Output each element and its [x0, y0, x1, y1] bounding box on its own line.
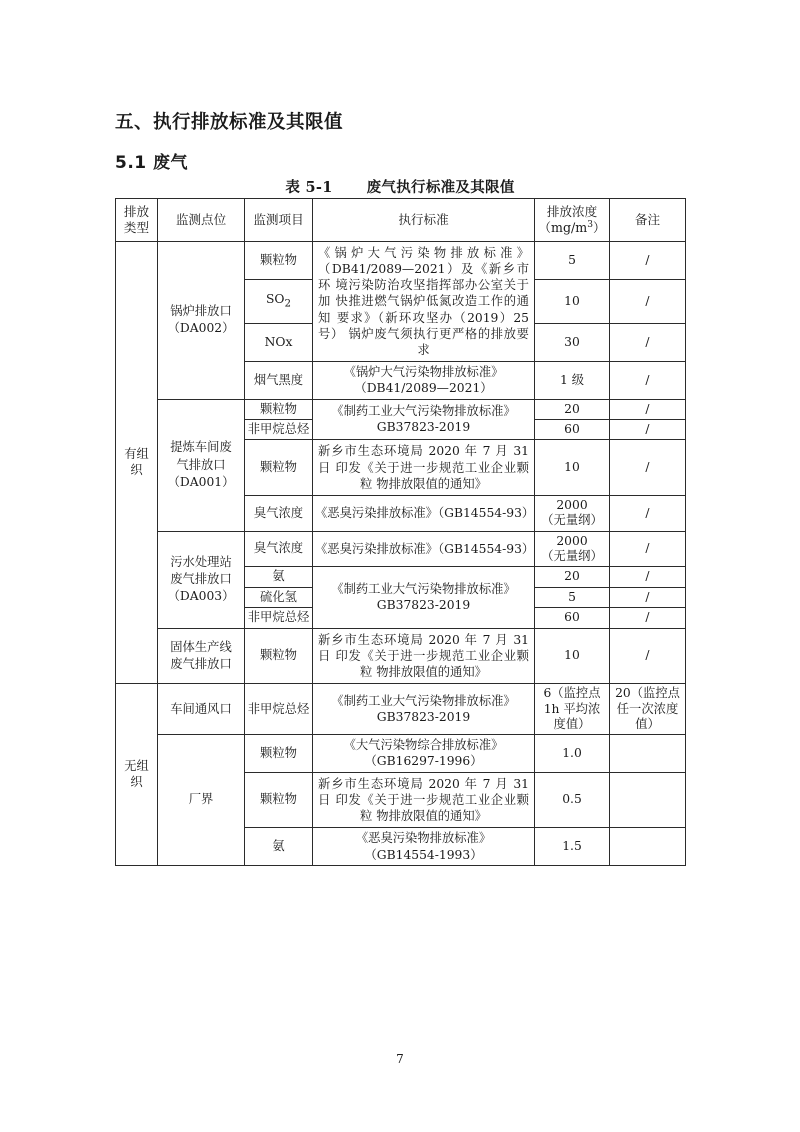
- cell-concentration: 5: [535, 241, 610, 279]
- table-header-row: [116, 199, 686, 242]
- cell-standard: [313, 684, 535, 735]
- type-line1: 无组: [124, 758, 149, 773]
- cell-remark: /: [610, 496, 686, 532]
- standard-line: 境污染防治攻坚指挥部办公室关于加: [318, 278, 529, 309]
- remark-line3: 值）: [635, 716, 660, 731]
- type-line2: 织: [130, 775, 143, 790]
- cell-monitor-item: 颗粒物: [245, 628, 313, 684]
- table-caption-title: 废气执行标准及其限值: [366, 179, 515, 196]
- cell-standard: [313, 772, 535, 828]
- header-monitor-item: 监测项目: [245, 199, 313, 242]
- cell-remark: /: [610, 587, 686, 607]
- cell-standard: 《恶臭污染排放标准》（GB14554-93）: [313, 496, 535, 532]
- table-row: [116, 399, 686, 419]
- value-line1: 6（监控点: [543, 686, 601, 701]
- cell-concentration: [535, 684, 610, 735]
- cell-standard: [313, 628, 535, 684]
- cell-standard: [313, 440, 535, 496]
- value-line2: 1h 平均浓: [543, 701, 601, 716]
- cell-monitor-item: NOx: [245, 323, 313, 361]
- cell-concentration: 5: [535, 587, 610, 607]
- point-line1: 污水处理站: [170, 554, 232, 569]
- standard-line: （GB16297-1996）: [364, 754, 483, 769]
- standard-line: （GB14554-1993）: [364, 847, 483, 862]
- page-number: 7: [396, 1052, 404, 1066]
- cell-remark: /: [610, 531, 686, 567]
- cell-concentration: 10: [535, 280, 610, 324]
- cell-remark: /: [610, 399, 686, 419]
- item-subscript: 2: [284, 297, 292, 310]
- point-line2: 气排放口: [176, 457, 226, 472]
- emission-standards-table: [115, 198, 686, 866]
- standard-line: 快推进燃气锅炉低氮改造工作的通知: [318, 294, 529, 325]
- table-caption: [115, 176, 685, 197]
- cell-remark: /: [610, 419, 686, 439]
- cell-monitor-item: 颗粒物: [245, 241, 313, 279]
- cell-monitor-item: [245, 280, 313, 324]
- cell-concentration: 20: [535, 567, 610, 587]
- cell-remark: /: [610, 241, 686, 279]
- standard-line: （DB41/2089—2021）及《新乡市环: [318, 261, 529, 293]
- cell-remark: [610, 828, 686, 865]
- standard-line: 《锅炉大气污染物排放标准》: [343, 365, 504, 380]
- cell-standard: [313, 399, 535, 440]
- cell-monitor-item: 氨: [245, 828, 313, 865]
- standard-line: GB37823-2019: [376, 598, 471, 613]
- standard-line: 《锅炉大气污染物排放标准》: [318, 245, 529, 260]
- value-line1: 2000: [556, 533, 588, 548]
- cell-standard: [313, 735, 535, 772]
- cell-monitor-item: 烟气黑度: [245, 362, 313, 399]
- cell-monitor-item: 颗粒物: [245, 772, 313, 828]
- header-standard: 执行标准: [313, 199, 535, 242]
- header-monitor-point: 监测点位: [158, 199, 245, 242]
- standard-line: 印发《关于进一步规范工业企业颗粒: [335, 460, 529, 491]
- value-line2: （无量纲）: [541, 513, 603, 528]
- cell-standard: [313, 241, 535, 362]
- cell-remark: [610, 684, 686, 735]
- cell-standard: [313, 362, 535, 399]
- table-row: [116, 735, 686, 772]
- cell-remark: [610, 772, 686, 828]
- header-concentration-line1: 排放浓度: [546, 204, 598, 219]
- cell-monitor-item: 颗粒物: [245, 440, 313, 496]
- subsection-heading: 5.1 废气: [115, 153, 189, 173]
- value-line1: 2000: [556, 498, 588, 512]
- cell-monitor-item: 非甲烷总烃: [245, 684, 313, 735]
- standard-line: 物排放限值的通知》: [376, 476, 487, 491]
- header-emission-type: [116, 199, 158, 242]
- cell-monitor-item: 非甲烷总烃: [245, 419, 313, 439]
- cell-monitor-item: 非甲烷总烃: [245, 608, 313, 628]
- cell-remark: /: [610, 280, 686, 324]
- point-line2: 废气排放口: [170, 572, 232, 587]
- standard-line: 《制药工业大气污染物排放标准》: [331, 582, 516, 597]
- table-caption-number: 表 5-1: [285, 179, 333, 196]
- standard-line: 《制药工业大气污染物排放标准》: [331, 404, 516, 419]
- remark-line1: 20（监控点: [615, 686, 680, 701]
- cell-remark: /: [610, 440, 686, 496]
- cell-emission-type-organized: [116, 241, 158, 684]
- point-line2: （DA002）: [167, 321, 235, 336]
- table-row: [116, 684, 686, 735]
- cell-monitor-item: 臭气浓度: [245, 496, 313, 532]
- cell-concentration: 10: [535, 628, 610, 684]
- standard-line: 物排放限值的通知》: [376, 664, 487, 679]
- standard-line: 新乡市生态环境局 2020 年 7 月 31 日: [318, 776, 529, 807]
- header-emission-type-line1: 排放: [123, 204, 150, 220]
- header-emission-type-line2: 类型: [123, 219, 150, 235]
- cell-remark: [610, 735, 686, 772]
- cell-monitor-item: 臭气浓度: [245, 531, 313, 567]
- standard-line: （DB41/2089—2021）: [354, 381, 493, 396]
- cell-concentration: 10: [535, 440, 610, 496]
- cell-concentration: 60: [535, 419, 610, 439]
- cell-concentration: 20: [535, 399, 610, 419]
- cell-concentration: 1.5: [535, 828, 610, 865]
- cell-concentration: 60: [535, 608, 610, 628]
- cell-remark: /: [610, 608, 686, 628]
- cell-remark: /: [610, 567, 686, 587]
- cell-monitor-point-boundary: 厂界: [158, 735, 245, 866]
- standard-line: 锅炉废气须执行更严格的排放要求: [348, 326, 529, 357]
- cell-emission-type-unorganized: [116, 684, 158, 866]
- cell-concentration: 1 级: [535, 362, 610, 399]
- type-line1: 有组: [124, 446, 149, 461]
- point-line1: 提炼车间废: [170, 440, 232, 455]
- table-row: [116, 628, 686, 684]
- cell-remark: /: [610, 628, 686, 684]
- point-line1: 锅炉排放口: [170, 303, 232, 318]
- standard-line: 新乡市生态环境局 2020 年 7 月 31 日: [318, 444, 529, 475]
- type-line2: 织: [130, 463, 143, 478]
- unit-prefix: （mg/m: [538, 219, 588, 235]
- cell-standard: 《恶臭污染排放标准》（GB14554-93）: [313, 531, 535, 567]
- standard-line: 物排放限值的通知》: [376, 809, 487, 824]
- cell-standard: [313, 567, 535, 628]
- cell-monitor-item: 颗粒物: [245, 399, 313, 419]
- cell-concentration: [535, 496, 610, 532]
- header-concentration-unit: [538, 220, 605, 235]
- point-line3: （DA003）: [167, 589, 235, 604]
- table-row: [116, 531, 686, 567]
- cell-concentration: 0.5: [535, 772, 610, 828]
- standard-line: GB37823-2019: [376, 710, 471, 725]
- header-concentration: [535, 199, 610, 242]
- cell-monitor-point-da001: [158, 399, 245, 531]
- cell-monitor-point-solid-line: [158, 628, 245, 684]
- value-line3: 度值）: [553, 716, 591, 731]
- value-line2: （无量纲）: [541, 549, 603, 564]
- standard-line: 新乡市生态环境局 2020 年 7 月 31 日: [318, 632, 529, 663]
- standard-line: 印发《关于进一步规范工业企业颗粒: [335, 648, 529, 679]
- cell-monitor-point-da002: [158, 241, 245, 399]
- cell-remark: /: [610, 362, 686, 399]
- standard-line: 《大气污染物综合排放标准》: [343, 738, 504, 753]
- standard-line: 《恶臭污染物排放标准》: [355, 831, 492, 846]
- table-row: [116, 241, 686, 279]
- standard-line: 《制药工业大气污染物排放标准》: [331, 693, 516, 708]
- standard-line: 印发《关于进一步规范工业企业颗粒: [335, 792, 529, 824]
- header-remark: 备注: [610, 199, 686, 242]
- point-line1: 固体生产线: [170, 639, 232, 654]
- cell-concentration: 30: [535, 323, 610, 361]
- cell-standard: [313, 828, 535, 865]
- cell-monitor-item: 氨: [245, 567, 313, 587]
- cell-monitor-point-workshop-vent: 车间通风口: [158, 684, 245, 735]
- cell-monitor-item: 颗粒物: [245, 735, 313, 772]
- cell-monitor-point-da003: [158, 531, 245, 628]
- section-heading: 五、执行排放标准及其限值: [115, 112, 344, 133]
- cell-concentration: 1.0: [535, 735, 610, 772]
- unit-suffix: ）: [592, 219, 606, 235]
- point-line3: （DA001）: [167, 474, 235, 489]
- item-text: SO: [265, 292, 285, 307]
- cell-concentration: [535, 531, 610, 567]
- remark-line2: 任一次浓度: [616, 701, 679, 716]
- cell-remark: /: [610, 323, 686, 361]
- unit-superscript: 3: [587, 219, 593, 230]
- standard-line: 要求》（新环攻坚办（2019）25 号）: [318, 310, 529, 341]
- standard-line: GB37823-2019: [376, 420, 471, 435]
- point-line2: 废气排放口: [170, 656, 232, 671]
- cell-monitor-item: 硫化氢: [245, 587, 313, 607]
